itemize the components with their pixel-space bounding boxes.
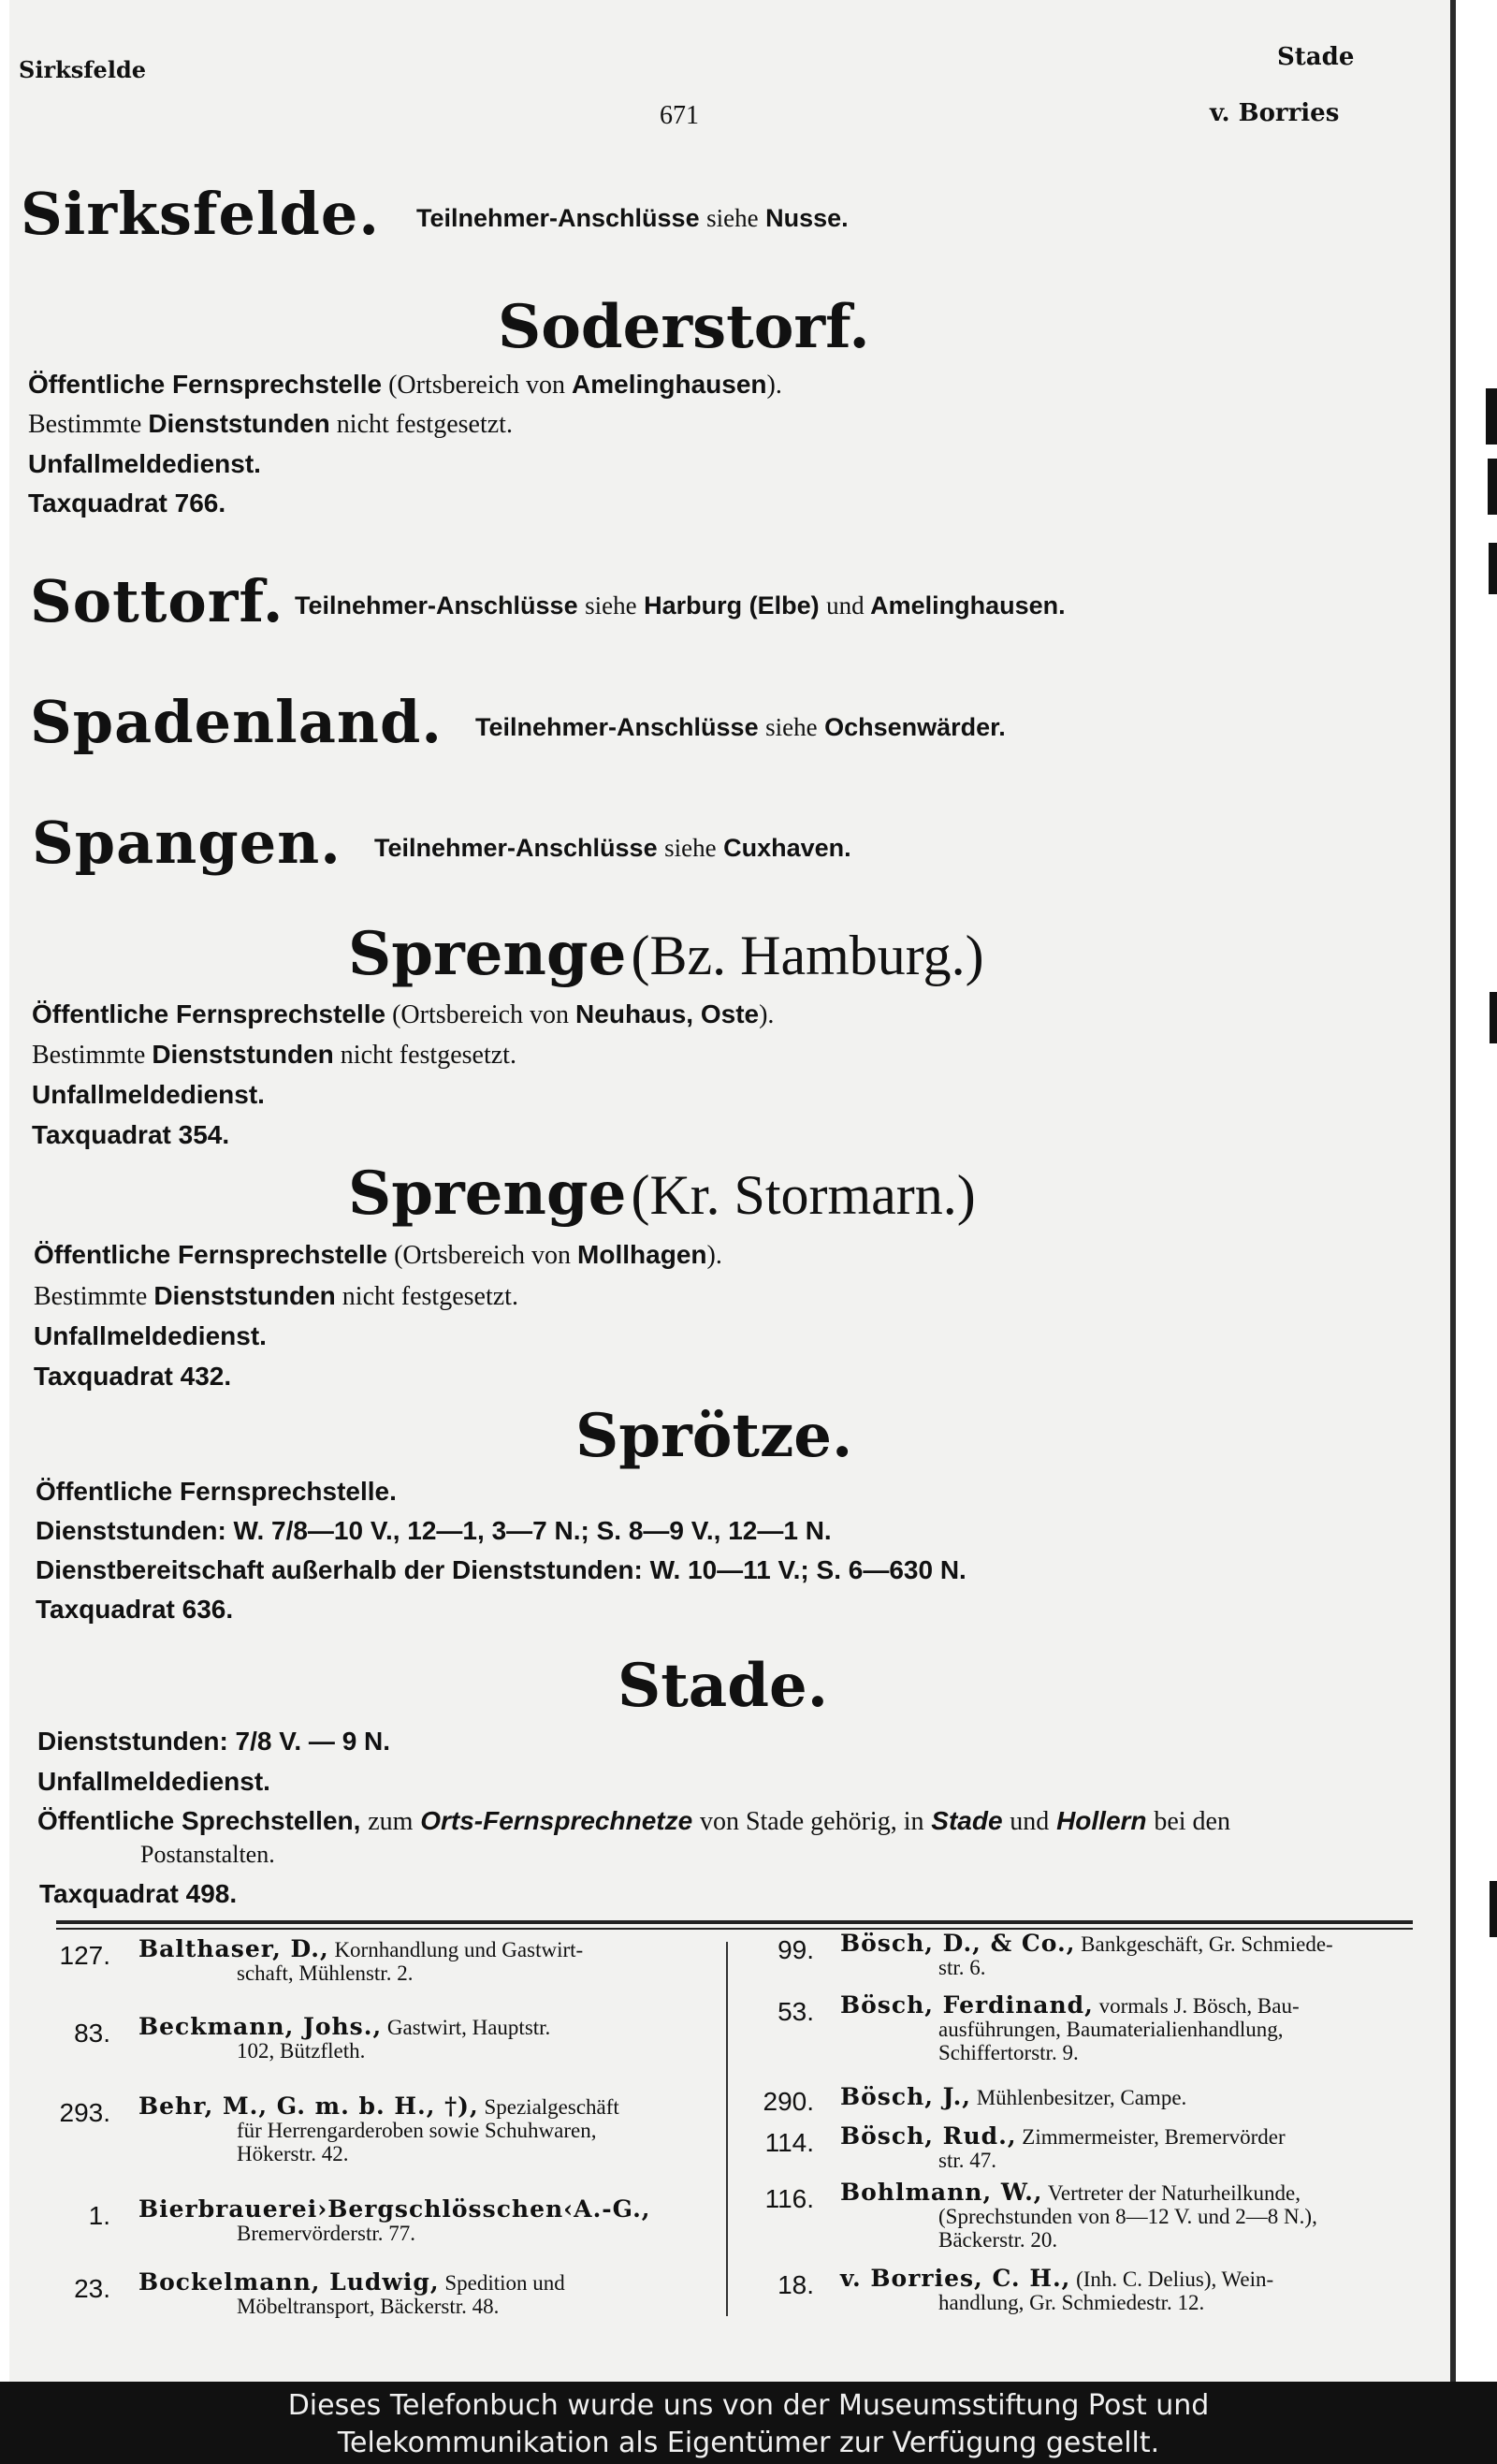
line-part: nicht festgesetzt. [329, 410, 513, 439]
edge-mark [1490, 992, 1497, 1043]
section-rule [56, 1920, 1413, 1924]
edge-mark [1488, 459, 1497, 515]
subscriber-detail: Hökerstr. 42. [237, 2142, 349, 2165]
sprenge-st-line-3: Unfallmeldedienst. [34, 1321, 267, 1350]
subscriber-number: 99. [778, 1935, 814, 1964]
subscriber-number: 1. [88, 2201, 110, 2230]
line-part: Postanstalten. [140, 1841, 275, 1868]
sirksfelde-reference [416, 204, 849, 233]
place-name-sprenge: Sprenge [348, 1159, 627, 1229]
subscriber-text [840, 1932, 1420, 1979]
subscriber-name: v. Borries, C. H., [840, 2265, 1071, 2292]
sprenge-st-line-1 [34, 1240, 722, 1271]
line-part: Stade [931, 1806, 1003, 1835]
footer-notice [0, 2382, 1497, 2464]
place-qualifier: (Kr. Stormarn.) [631, 1164, 976, 1226]
sprenge-stormarn-heading [348, 1159, 976, 1229]
subscriber-number: 23. [74, 2274, 110, 2303]
ref-word: siehe [585, 591, 637, 620]
subscriber-text [138, 1937, 737, 1985]
subscriber-detail: (Inh. C. Delius), Wein- [1070, 2267, 1274, 2291]
subscriber-detail: für Herrengarderoben sowie Schuhwaren, [237, 2119, 597, 2142]
subscriber-detail: vormals J. Bösch, Bau- [1093, 1994, 1300, 2018]
sottorf-reference [295, 591, 1066, 620]
line-part: Amelinghausen [572, 370, 767, 399]
line-part: Öffentliche Sprechstellen, [37, 1806, 361, 1835]
subscriber-number: 127. [59, 1941, 110, 1970]
subscriber-number: 18. [778, 2270, 814, 2299]
ref-word: und [826, 591, 865, 620]
soderstorf-line-3: Unfallmeldedienst. [28, 449, 261, 478]
line-part: nicht festgesetzt. [333, 1041, 516, 1070]
subscriber-number: 83. [74, 2019, 110, 2048]
sprenge-hh-line-3: Unfallmeldedienst. [32, 1080, 265, 1109]
line-part: (Ortsbereich von [387, 1241, 578, 1270]
subscriber-detail: Spedition und [439, 2271, 565, 2295]
directory-page [9, 0, 1456, 2382]
ref-target: Amelinghausen. [870, 591, 1066, 620]
subscriber-name: Bösch, Ferdinand, [840, 1991, 1094, 2019]
subscriber-text [840, 1993, 1420, 2064]
subscriber-detail: Kornhandlung und Gastwirt- [328, 1938, 584, 1961]
line-part: Orts-Fernsprechnetze [420, 1806, 693, 1835]
subscriber-number: 114. [764, 2128, 814, 2157]
subscriber-detail: schaft, Mühlenstr. 2. [237, 1961, 414, 1985]
line-part: Bestimmte [32, 1041, 146, 1070]
line-part: und [1010, 1807, 1050, 1836]
line-part: (Ortsbereich von [385, 1000, 576, 1029]
ref-target: Cuxhaven. [723, 834, 851, 862]
spadenland-reference [475, 713, 1006, 742]
subscriber-name: Bösch, D., & Co., [840, 1930, 1076, 1957]
subscriber-number: 293. [59, 2098, 110, 2127]
subscriber-detail: Zimmermeister, Bremervörder [1016, 2125, 1286, 2149]
subscriber-detail: Bankgeschäft, Gr. Schmiede- [1075, 1932, 1333, 1956]
ref-word: siehe [765, 713, 818, 741]
edge-mark [1490, 1881, 1497, 1937]
subscriber-name: Bösch, J., [840, 2083, 971, 2110]
line-part: Öffentliche Fernsprechstelle [32, 999, 386, 1028]
subscriber-text [840, 2267, 1420, 2314]
subscriber-detail: Spezialgeschäft [478, 2095, 619, 2119]
subscriber-text [138, 2094, 737, 2165]
subscriber-text [840, 2180, 1420, 2252]
ref-word: siehe [706, 204, 759, 232]
subscriber-text [138, 2270, 737, 2318]
place-name-sottorf: Sottorf. [30, 567, 284, 635]
edge-mark [1489, 543, 1497, 594]
subscriber-name: Beckmann, Johs., [138, 2013, 383, 2040]
stade-tax: Taxquadrat 498. [39, 1879, 238, 1908]
line-part: Bestimmte [28, 410, 142, 439]
subscriber-detail: Bremervörderstr. 77. [237, 2222, 415, 2245]
soderstorf-line-4: Taxquadrat 766. [28, 488, 226, 518]
line-part: Öffentliche Fernsprechstelle [28, 370, 383, 399]
sprenge-hh-line-4: Taxquadrat 354. [32, 1120, 230, 1149]
spangen-reference [374, 834, 851, 863]
sprenge-hh-line-1 [32, 999, 774, 1030]
sproetze-line-2: Dienststunden: W. 7/8—10 V., 12—1, 3—7 N.; S. 8—9 V., 12—1 N. [36, 1516, 832, 1545]
subscriber-detail: Vertreter der Naturheilkunde, [1042, 2181, 1301, 2205]
page-number: 671 [660, 101, 699, 130]
line-part: ). [766, 371, 782, 400]
subscriber-detail: Gastwirt, Hauptstr. [382, 2016, 551, 2039]
running-head-right-top: Stade [1277, 43, 1355, 71]
line-part: Hollern [1056, 1806, 1147, 1835]
subscriber-name: Bösch, Rud., [840, 2122, 1017, 2150]
ref-target: Nusse. [765, 204, 849, 232]
line-part: nicht festgesetzt. [335, 1282, 518, 1311]
place-name-sproetze: Sprötze. [575, 1401, 853, 1471]
sproetze-line-4: Taxquadrat 636. [36, 1595, 234, 1624]
subscriber-detail: Möbeltransport, Bäckerstr. 48. [237, 2295, 500, 2318]
line-part: zum [368, 1807, 414, 1836]
stade-unfall: Unfallmeldedienst. [37, 1767, 270, 1796]
ref-label: Teilnehmer-Anschlüsse [416, 204, 700, 232]
place-name-sirksfelde: Sirksfelde. [21, 180, 380, 248]
line-part: Mollhagen [577, 1240, 707, 1269]
place-name-stade: Stade. [618, 1651, 828, 1721]
footer-line-1: Dieses Telefonbuch wurde uns von der Museumsstiftung Post und [287, 2389, 1210, 2422]
line-part: Öffentliche Fernsprechstelle [34, 1240, 388, 1269]
line-part: Dienststunden [152, 1040, 334, 1069]
ref-label: Teilnehmer-Anschlüsse [475, 713, 759, 741]
footer-line-2: Telekommunikation als Eigentümer zur Verfügung gestellt. [337, 2427, 1160, 2459]
stade-hours: Dienststunden: 7/8 V. — 9 N. [37, 1727, 391, 1756]
subscriber-text [138, 2197, 737, 2245]
sproetze-line-1: Öffentliche Fernsprechstelle. [36, 1477, 397, 1506]
subscriber-detail: Schiffertorstr. 9. [938, 2041, 1079, 2064]
subscriber-detail: Mühlenbesitzer, Campe. [970, 2086, 1187, 2109]
place-qualifier: (Bz. Hamburg.) [631, 925, 984, 986]
ref-target: Ochsenwärder. [824, 713, 1006, 741]
ref-target: Harburg (Elbe) [644, 591, 820, 620]
running-head-right-bottom: v. Borries [1210, 99, 1340, 127]
place-name-spadenland: Spadenland. [30, 688, 443, 756]
subscriber-detail: ausführungen, Baumaterialienhandlung, [938, 2018, 1284, 2041]
subscriber-detail: 102, Bützfleth. [237, 2039, 366, 2063]
ref-label: Teilnehmer-Anschlüsse [374, 834, 658, 862]
sprenge-hh-line-2 [32, 1040, 516, 1071]
subscriber-text [840, 2085, 1420, 2109]
subscriber-number: 53. [778, 1997, 814, 2026]
place-name-spangen: Spangen. [32, 809, 342, 877]
running-head-left: Sirksfelde [19, 56, 146, 83]
line-part: Dienststunden [153, 1281, 336, 1310]
line-part: Bestimmte [34, 1282, 148, 1311]
subscriber-detail: (Sprechstunden von 8—12 V. und 2—8 N.), [938, 2205, 1317, 2228]
sproetze-line-3: Dienstbereitschaft außerhalb der Dienststunden: W. 10—11 V.; S. 6—630 N. [36, 1555, 967, 1584]
subscriber-name: Balthaser, D., [138, 1935, 329, 1962]
soderstorf-line-2 [28, 409, 513, 440]
section-rule [56, 1928, 1413, 1930]
subscriber-text [840, 2124, 1420, 2172]
sprenge-hamburg-heading [348, 919, 984, 989]
subscriber-name: Behr, M., G. m. b. H., †), [138, 2092, 479, 2120]
subscriber-detail: str. 47. [938, 2149, 996, 2172]
sprenge-st-line-4: Taxquadrat 432. [34, 1362, 232, 1391]
sprenge-st-line-2 [34, 1281, 518, 1312]
line-part: ). [759, 1000, 775, 1029]
subscriber-name: Bockelmann, Ludwig, [138, 2268, 440, 2296]
line-part: von Stade gehörig, in [699, 1807, 924, 1836]
subscriber-name: Bierbrauerei›Bergschlösschen‹A.-G., [138, 2195, 651, 2223]
line-part: bei den [1154, 1807, 1230, 1836]
ref-word: siehe [664, 834, 717, 862]
edge-mark [1486, 388, 1497, 445]
place-name-soderstorf: Soderstorf. [498, 292, 870, 362]
subscriber-detail: Bäckerstr. 20. [938, 2228, 1058, 2252]
subscriber-name: Bohlmann, W., [840, 2179, 1043, 2206]
line-part: Dienststunden [148, 409, 330, 438]
soderstorf-line-1 [28, 370, 782, 401]
place-name-sprenge: Sprenge [348, 919, 627, 989]
stade-public-line [37, 1806, 1413, 1837]
subscriber-text [138, 2015, 737, 2063]
line-part: Neuhaus, Oste [575, 999, 760, 1028]
line-part: (Ortsbereich von [382, 371, 573, 400]
ref-label: Teilnehmer-Anschlüsse [295, 591, 578, 620]
subscriber-detail: handlung, Gr. Schmiedestr. 12. [938, 2291, 1205, 2314]
subscriber-detail: str. 6. [938, 1956, 986, 1979]
subscriber-number: 116. [764, 2184, 814, 2213]
line-part: ). [706, 1241, 722, 1270]
subscriber-number: 290. [763, 2087, 814, 2116]
stade-public-cont [140, 1840, 275, 1869]
